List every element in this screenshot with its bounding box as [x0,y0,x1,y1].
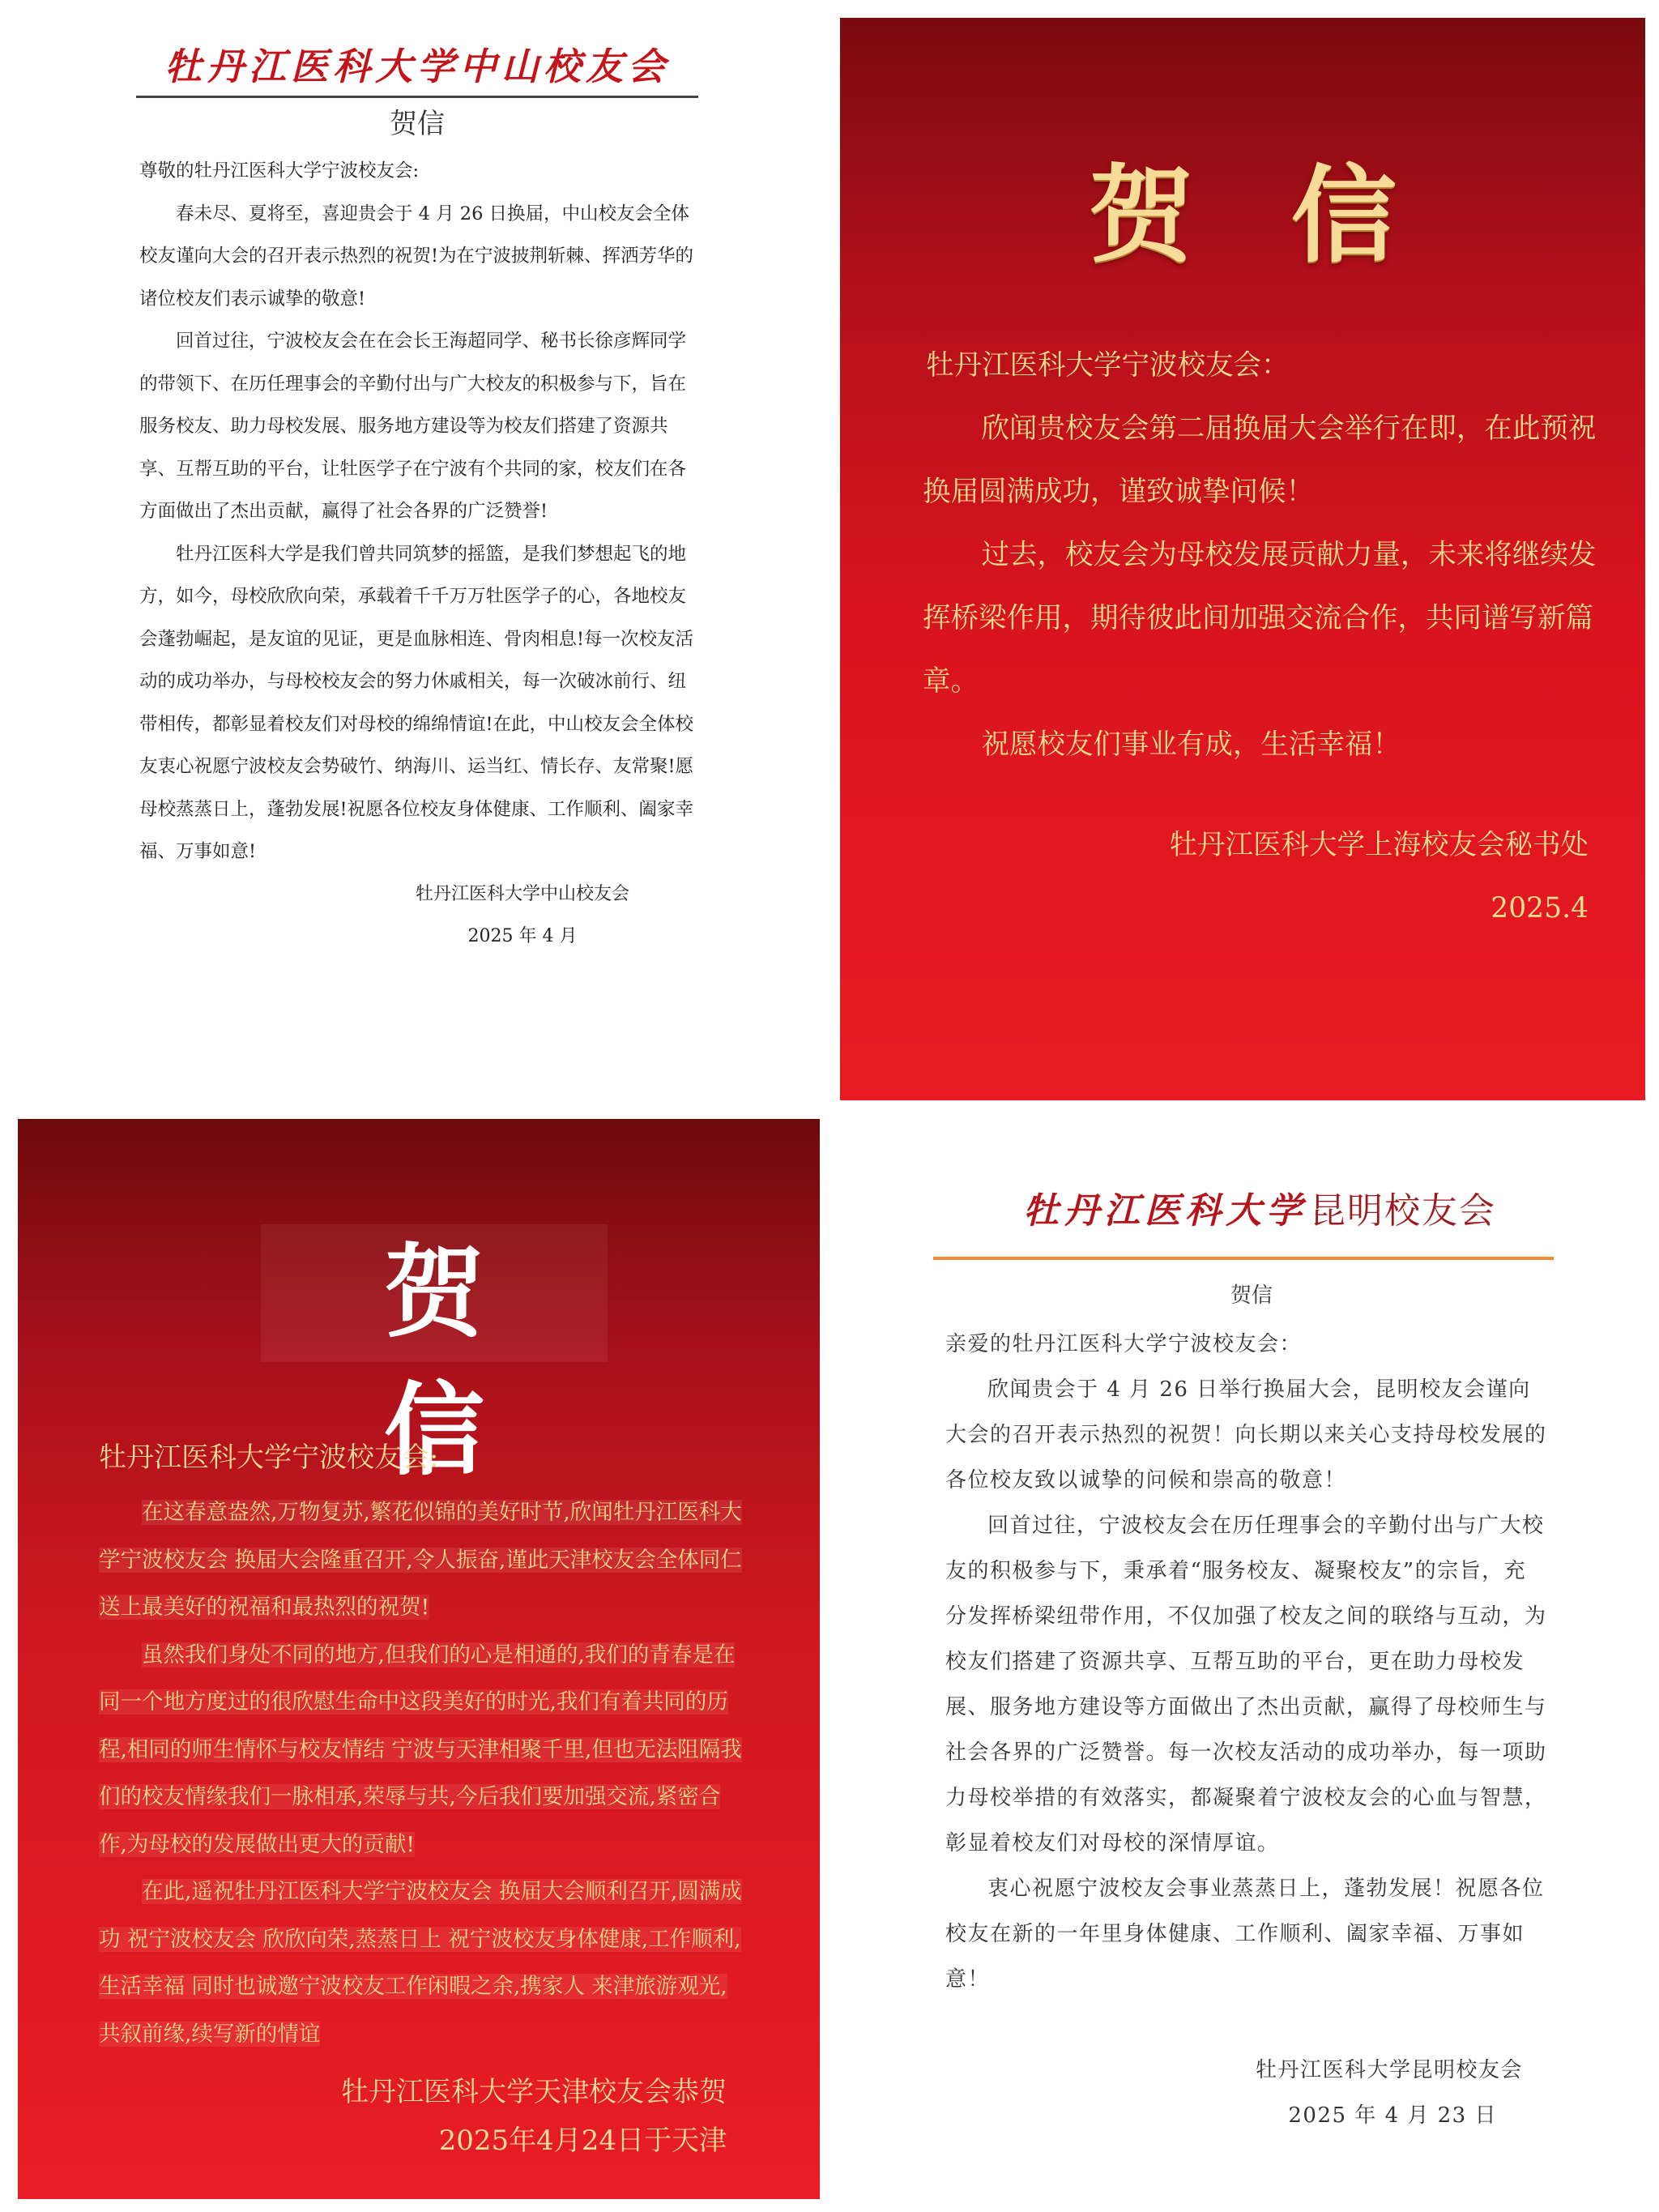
highlighted-text: 在此,遥祝牡丹江医科大学宁波校友会 换届大会顺利召开,圆满成功 祝宁波校友会 欣欣向荣,蒸蒸日上 祝宁波校友身体健康,工作顺利,生活幸福 同时也诚邀宁波校友工作闲暇之余,携家人 来津旅游观光,共叙前缘,续写新的情谊 [99,1879,742,2047]
letter-title: 贺信 [390,108,445,140]
letter-greeting: 亲爱的牡丹江医科大学宁波校友会： [945,1332,1303,1356]
letter-paragraph: 牡丹江医科大学是我们曾共同筑梦的摇篮，是我们梦想起飞的地方，如今，母校欣欣向荣，承载着千千万万牡医学子的心，各地校友会蓬勃崛起，是友谊的见证，更是血脉相连、骨肉相息!每一次校友活动的成功举办，与母校校友会的努力休戚相关，每一次破冰前行、纽带相传，都彰显着校友们对母校的绵绵情谊!在此，中山校友会全体校友衷心祝愿宁波校友会势破竹、纳海川、运当红、情长存、友常聚!愿母校蒸蒸日上，蓬勃发展!祝愿各位校友身体健康、工作顺利、阖家幸福、万事如意! [139,543,694,862]
letter-paragraph: 春未尽、夏将至，喜迎贵会于 4 月 26 日换届，中山校友会全体校友谨向大会的召开表示热烈的祝贺!为在宁波披荆斩棘、挥洒芳华的诸位校友们表示诚挚的敬意! [139,203,694,310]
letter-body [923,334,1597,940]
letter-date: 2025 年 4 月 [467,925,578,946]
letter-paragraph: 回首过往，宁波校友会在历任理事会的辛勤付出与广大校友的积极参与下，秉承着“服务校友、凝聚校友”的宗旨，充分发挥桥梁纽带作用，不仅加强了校友之间的联络与互动，为校友们搭建了资源共享、互帮互助的平台，更在助力母校发展、服务地方建设等方面做出了杰出贡献，赢得了母校师生与社会各界的广泛赞誉。每一次校友活动的成功举办，每一项助力母校举措的有效落实，都凝聚着宁波校友会的心血与智慧，彰显着校友们对母校的深情厚谊。 [945,1514,1547,1855]
letter-paragraph [99,1489,747,1632]
zhongshan-letter [122,41,713,997]
letter-signature: 牡丹江医科大学天津校友会恭贺 [341,2076,727,2108]
letter-signature: 牡丹江医科大学中山校友会 [415,883,629,904]
letter-greeting: 牡丹江医科大学宁波校友会： [926,349,1290,382]
letterhead-title: 牡丹江医科大学中山校友会 [164,45,670,88]
highlighted-text: 在这春意盎然,万物复苏,繁花似锦的美好时节,欣闻牡丹江医科大学宁波校友会 换届大会隆重召开,令人振奋,谨此天津校友会全体同仁送上最美好的祝福和最热烈的祝贺! [99,1500,742,1620]
letterhead-divider [933,1257,1554,1260]
tianjin-letter [18,1119,820,2199]
letter-paragraph: 祝愿校友们事业有成，生活幸福！ [981,728,1401,761]
letter-date: 2025 年 4 月 23 日 [1288,2103,1497,2128]
letter-date: 2025.4 [1491,892,1589,925]
letter-paragraph [99,1868,747,2058]
letter-paragraph: 欣闻贵校友会第二届换届大会举行在即，在此预祝换届圆满成功，谨致诚挚问候！ [923,412,1597,508]
letter-paragraph [99,1632,747,1869]
letter-title: 贺信 [383,1234,590,1489]
letter-title: 贺信 [1230,1283,1273,1308]
letter-signature: 牡丹江医科大学昆明校友会 [1255,2058,1523,2082]
letter-paragraph: 欣闻贵会于 4 月 26 日举行换届大会，昆明校友会谨向大会的召开表示热烈的祝贺！向长期以来关心支持母校发展的各位校友致以诚挚的问候和崇高的敬意！ [945,1377,1547,1492]
letter-greeting: 牡丹江医科大学宁波校友会: [99,1441,439,1474]
letter-body [99,1489,747,2058]
letter-title: 贺信 [1088,153,1494,277]
shanghai-letter [840,18,1645,1100]
letterhead [932,1179,1572,1244]
letter-body [945,1322,1547,2138]
highlighted-text: 虽然我们身处不同的地方,但我们的心是相通的,我们的青春是在同一个地方度过的很欣慰生命中这段美好的时光,我们有着共同的历程,相同的师生情怀与校友情结 宁波与天津相聚千里,但也无法阻隔我们的校友情缘我们一脉相承,荣辱与共,今后我们要加强交流,紧密合作,为母校的发展做出更大的贡献! [99,1642,742,1857]
university-calligraphy-logo: 牡丹江医科大学 [1023,1190,1307,1232]
letter-paragraph: 回首过往，宁波校友会在在会长王海超同学、秘书长徐彦辉同学的带领下、在历任理事会的辛勤付出与广大校友的积极参与下，旨在服务校友、助力母校发展、服务地方建设等为校友们搭建了资源共享、互帮互助的平台，让牡医学子在宁波有个共同的家，校友们在各方面做出了杰出贡献，赢得了社会各界的广泛赞誉! [139,331,687,522]
letter-signature: 牡丹江医科大学上海校友会秘书处 [1169,829,1589,861]
kunming-letter [932,1179,1572,2128]
letter-paragraph: 衷心祝愿宁波校友会事业蒸蒸日上，蓬勃发展！祝愿各位校友在新的一年里身体健康、工作顺利、阖家幸福、万事如意！ [945,1877,1545,1992]
letter-greeting: 尊敬的牡丹江医科大学宁波校友会: [139,160,420,181]
letterhead-divider [136,96,698,98]
letterhead-branch-name: 昆明校友会 [1310,1190,1496,1232]
letter-paragraph: 过去，校友会为母校发展贡献力量，未来将继续发挥桥梁作用，期待彼此间加强交流合作，共同谱写新篇章。 [923,539,1597,698]
letter-date: 2025年4月24日于天津 [438,2124,727,2157]
letter-body [139,150,698,873]
